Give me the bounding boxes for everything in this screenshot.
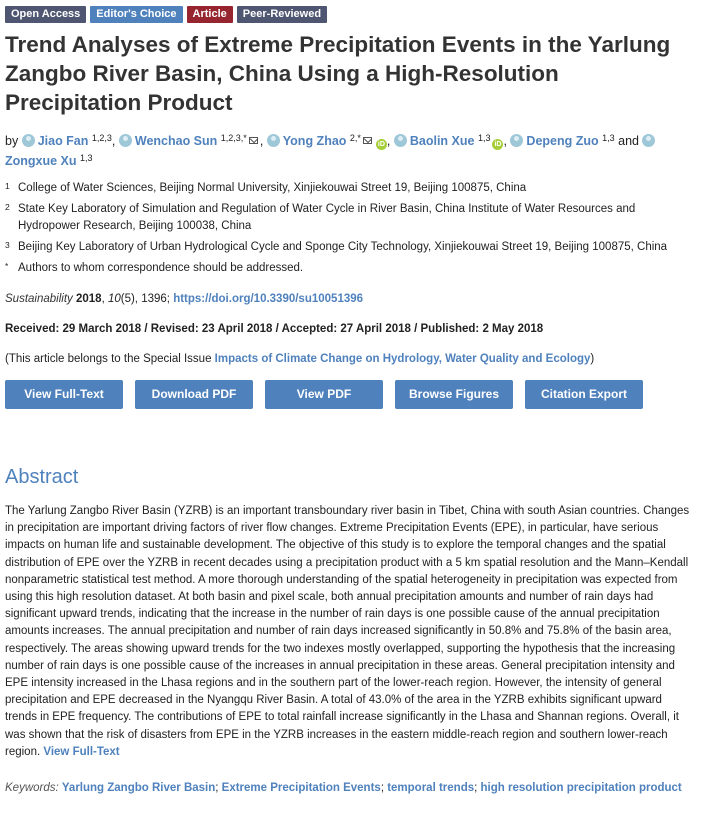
author-name[interactable]: Depeng Zuo — [526, 134, 599, 148]
peer-reviewed-badge[interactable]: Peer-Reviewed — [237, 6, 327, 23]
author-affil-sup: 1,3 — [602, 133, 615, 143]
article-type-badge: Article — [187, 6, 233, 23]
author-name[interactable]: Jiao Fan — [37, 134, 89, 148]
view-full-text-button[interactable]: View Full-Text — [5, 380, 123, 409]
keyword-link[interactable]: Yarlung Zangbo River Basin — [61, 782, 216, 794]
email-icon[interactable] — [363, 137, 372, 144]
citation-volume: 10 — [107, 292, 121, 305]
view-pdf-button[interactable]: View PDF — [265, 380, 383, 409]
email-icon[interactable] — [249, 137, 258, 144]
journal-name: Sustainability — [5, 292, 73, 305]
abstract-view-full-text-link[interactable]: View Full-Text — [43, 745, 120, 758]
badge-row — [5, 6, 696, 24]
author-wenchao-sun[interactable]: Wenchao Sun $^{1,2,3,*}$ , — [119, 134, 267, 148]
article-title: Trend Analyses of Extreme Precipitation Events in the Yarlung Zangbo River Basin, China Using a High-Resolution Precipitation Product — [5, 32, 671, 115]
keyword-link[interactable]: high resolution precipitation product — [480, 782, 682, 794]
author-affil-sup: 1,2,3,* — [220, 133, 247, 143]
author-affil-sup: 2,* — [349, 133, 361, 143]
author-yong-zhao[interactable]: Yong Zhao $^{2,*}$iD , — [267, 134, 394, 148]
by-label: by — [5, 134, 19, 148]
author-profile-icon[interactable] — [119, 134, 132, 147]
author-baolin-xue[interactable]: Baolin Xue $^{1,3}$iD , — [394, 134, 511, 148]
action-buttons — [5, 380, 696, 409]
author-jiao-fan[interactable]: Jiao Fan $^{1,2,3}$, — [22, 134, 119, 148]
orcid-icon[interactable]: iD — [377, 141, 385, 148]
affiliation-number: 1 — [5, 180, 10, 191]
publication-dates: Received: 29 March 2018 / Revised: 23 April 2018 / Accepted: 27 April 2018 / Published: 2 May 2018 — [5, 322, 544, 335]
author-profile-icon[interactable] — [267, 134, 280, 147]
citation-export-button[interactable]: Citation Export — [525, 380, 643, 409]
author-depeng-zuo[interactable] — [510, 134, 618, 148]
affiliation-text: Authors to whom correspondence should be addressed. — [18, 261, 304, 274]
author-name[interactable]: Zongxue Xu — [5, 154, 77, 168]
orcid-icon[interactable]: iD — [494, 141, 502, 148]
affiliation-list — [5, 180, 696, 277]
author-profile-icon[interactable] — [642, 134, 655, 147]
author-affil-sup: 1,2,3 — [91, 133, 112, 143]
affiliation-text: State Key Laboratory of Simulation and Regulation of Water Cycle in River Basin, China Institute of Water Resources and Hydropower Research, Beijing 100038, China — [18, 202, 636, 232]
citation-issue-pages: (5), 1396; — [120, 292, 170, 305]
keyword-link[interactable]: Extreme Precipitation Events — [221, 782, 381, 794]
affiliation-item — [5, 180, 696, 197]
open-access-badge[interactable]: Open Access — [5, 6, 86, 23]
affiliation-item — [5, 201, 696, 235]
author-name[interactable]: Wenchao Sun — [134, 134, 218, 148]
affiliation-item — [5, 239, 696, 256]
special-issue-suffix: ) — [590, 352, 595, 365]
abstract-heading: Abstract — [5, 466, 79, 488]
and-label: and — [618, 134, 639, 148]
download-pdf-button[interactable]: Download PDF — [135, 380, 253, 409]
keyword-link[interactable]: temporal trends — [387, 782, 475, 794]
keywords-label: Keywords: — [5, 782, 59, 794]
special-issue-link[interactable]: Impacts of Climate Change on Hydrology, Water Quality and Ecology — [214, 352, 591, 365]
doi-link[interactable]: https://doi.org/10.3390/su10051396 — [173, 292, 364, 305]
citation-year: 2018 — [75, 292, 102, 305]
author-name[interactable]: Baolin Xue — [409, 134, 475, 148]
abstract-text: The Yarlung Zangbo River Basin (YZRB) is an important transboundary river basin in Tibet, China with south Asian countries. Changes in precipitation are important driving factors of river flow changes. Extreme Precipitation Events (EPE), in particular, have serious impacts on human life and sustainable development. The objective of this study is to explore the temporal changes and the spatial distribution of EPE over the YZRB in recent decades using a precipitation product with a 5 km spatial resolution and the Mann–Kendall nonparametric statistical test method. A more thorough understanding of the spatial heterogeneity in precipitation was expected from using this high resolution dataset. At both basin and pixel scale, both annual precipitation amounts and number of rain days had significant upward trends, indicating that the increase in the number of rain days is one possible cause of the annual precipitation amounts increases. The annual precipitation and number of rain days increased significantly in 50.8% and 75.8% of the basin area, respectively. The areas showing upward trends for the two indexes mostly overlapped, supporting the hypothesis that the increasing number of rain days is one possible cause of the increases in annual precipitation in these areas. General precipitation intensity and EPE intensity increased in the Lhasa regions and in the southern part of the lower-reach region. However, the intensity of general precipitation and EPE decreased in the Nyangqu River Basin. A total of 43.0% of the area in the YZRB exhibits significant upward trends in EPE frequency. The contributions of EPE to total rainfall increase significantly in the Lhasa and Shannan regions. Overall, it was shown that the risk of disasters from EPE in the YZRB increases in the eastern middle-reach region and southern lower-reach region. — [5, 505, 690, 758]
citation-line: Sustainability 2018, 10(5), 1396; https://doi.org/10.3390/su10051396 — [5, 292, 364, 305]
affiliation-item — [5, 260, 696, 277]
author-affil-sup: 1,3 — [477, 133, 491, 143]
author-profile-icon[interactable] — [22, 134, 35, 147]
author-list — [5, 130, 696, 170]
author-profile-icon[interactable] — [510, 134, 523, 147]
author-name[interactable]: Yong Zhao — [282, 134, 347, 148]
affiliation-number: 3 — [5, 239, 10, 250]
author-profile-icon[interactable] — [394, 134, 407, 147]
abstract-body — [5, 503, 697, 761]
browse-figures-button[interactable]: Browse Figures — [395, 380, 513, 409]
keywords: Keywords: Yarlung Zangbo River Basin; Extreme Precipitation Events; temporal trends; high resolution precipitation product — [5, 782, 682, 794]
affiliation-number: * — [5, 260, 9, 271]
author-affil-sup: 1,3 — [80, 153, 93, 163]
affiliation-text: College of Water Sciences, Beijing Normal University, Xinjiekouwai Street 19, Beijing 100875, China — [18, 181, 527, 194]
special-issue-note — [5, 351, 696, 367]
affiliation-text: Beijing Key Laboratory of Urban Hydrological Cycle and Sponge City Technology, Xinjiekouwai Street 19, Beijing 100875, China — [18, 240, 668, 253]
special-issue-prefix: (This article belongs to the Special Issue — [5, 352, 212, 365]
editors-choice-badge[interactable]: Editor's Choice — [90, 6, 182, 23]
affiliation-number: 2 — [5, 201, 10, 212]
